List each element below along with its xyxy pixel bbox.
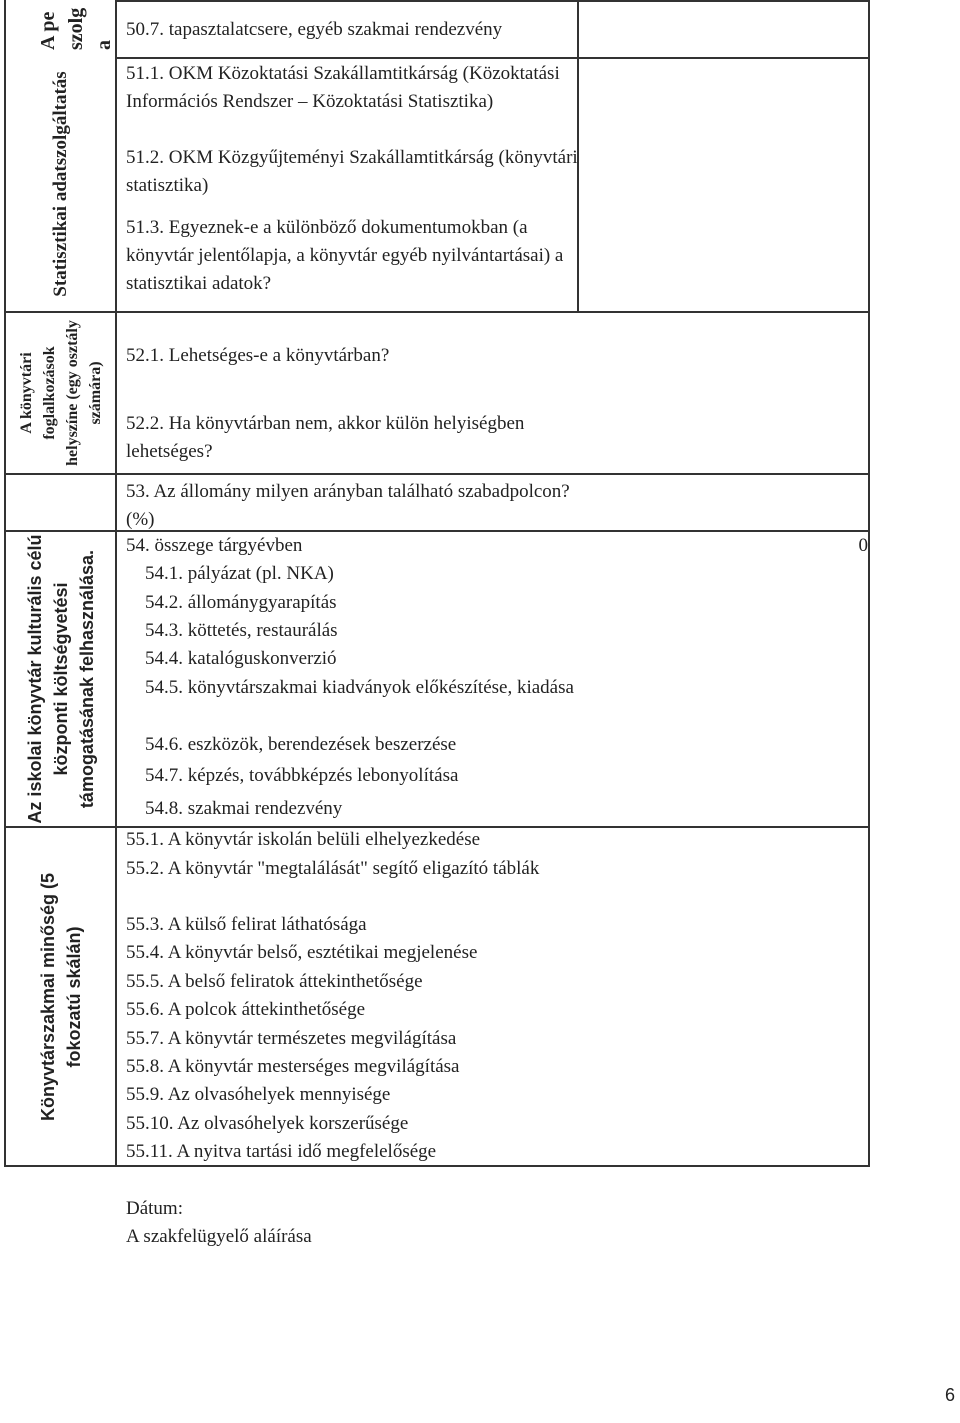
row-55-7: 55.7. A könyvtár természetes megvilágítása — [126, 1028, 457, 1049]
row-53: 53. Az állomány milyen arányban található szabadpolcon? (%) — [126, 481, 570, 530]
row-52-2: 52.2. Ha könyvtárban nem, akkor külön helyiségben lehetséges? — [126, 413, 525, 462]
row-51-3: 51.3. Egyeznek-e a különböző dokumentumokban (a könyvtár jelentőlapja, a könyvtár egyéb nyilvántartásai) a statisztikai adatok? — [126, 217, 564, 294]
category-cell-statisztikai — [6, 57, 115, 311]
category-cell-minoseg — [6, 828, 115, 1165]
row-51-1: 51.1. OKM Közoktatási Szakállamtitkárság (Közoktatási Információs Rendszer – Közoktatási Statisztika) — [126, 63, 560, 112]
category-label-partial: A pe — [37, 11, 59, 50]
date-label: Dátum: — [126, 1198, 183, 1219]
row-54-7: 54.7. képzés, továbbképzés lebonyolítása — [145, 765, 459, 786]
category-label-kulturalis: Az iskolai könyvtár kulturális célú központi költségvetési támogatásának felhasználása. — [24, 534, 97, 824]
row-55-6: 55.6. A polcok áttekinthetősége — [126, 999, 366, 1020]
row-54-1: 54.1. pályázat (pl. NKA) — [145, 563, 334, 584]
row-54-5: 54.5. könyvtárszakmai kiadványok előkészítése, kiadása — [145, 677, 574, 698]
row-54-8: 54.8. szakmai rendezvény — [145, 798, 343, 819]
row-55-2: 55.2. A könyvtár "megtalálását" segítő eligazító táblák — [126, 858, 540, 879]
row-54-4: 54.4. katalóguskonverzió — [145, 648, 337, 669]
row-55-1: 55.1. A könyvtár iskolán belüli elhelyezkedése — [126, 829, 481, 850]
row-54-3: 54.3. köttetés, restaurálás — [145, 620, 338, 641]
category-label-partial: a — [93, 40, 115, 50]
category-cell-kulturalis — [6, 532, 115, 826]
row-55-4: 55.4. A könyvtár belső, esztétikai megjelenése — [126, 942, 478, 963]
row-55-10: 55.10. Az olvasóhelyek korszerűsége — [126, 1113, 409, 1134]
category-cell-foglalkozasok — [6, 313, 115, 473]
category-label-statisztikai: Statisztikai adatszolgáltatás — [49, 71, 71, 297]
row-55-11: 55.11. A nyitva tartási idő megfelelősége — [126, 1141, 437, 1162]
page-number: 6 — [944, 1385, 955, 1405]
row-54-2: 54.2. állománygyarapítás — [145, 592, 337, 613]
category-cell-partial — [6, 0, 115, 57]
row-55-9: 55.9. Az olvasóhelyek mennyisége — [126, 1084, 391, 1105]
row-54: 54. összege tárgyévben — [126, 535, 303, 556]
row-55-8: 55.8. A könyvtár mesterséges megvilágítása — [126, 1056, 460, 1077]
section-divider — [4, 473, 870, 475]
row-54-value: 0 — [858, 535, 868, 556]
table-top-border — [115, 0, 870, 2]
row-55-5: 55.5. A belső feliratok áttekinthetősége — [126, 971, 423, 992]
row-52-1: 52.1. Lehetséges-e a könyvtárban? — [126, 345, 390, 366]
row-50-7: 50.7. tapasztalatcsere, egyéb szakmai rendezvény — [126, 19, 503, 40]
row-divider — [115, 57, 870, 59]
table-right-border — [868, 0, 870, 1166]
signature-label: A szakfelügyelő aláírása — [126, 1226, 312, 1247]
category-column-divider — [115, 0, 117, 1166]
row-54-6: 54.6. eszközök, berendezések beszerzése — [145, 734, 457, 755]
section-divider — [4, 311, 870, 313]
category-label-foglalkozasok: A könyvtári foglalkozások helyszíne (egy osztály számára) — [17, 320, 104, 466]
category-label-partial: szolg — [65, 7, 87, 50]
row-51-2: 51.2. OKM Közgyűjteményi Szakállamtitkárság (könyvtári statisztika) — [126, 147, 578, 196]
category-label-minoseg: Könyvtárszakmai minőség (5 fokozatú skálán) — [37, 872, 84, 1121]
row-55-3: 55.3. A külső felirat láthatósága — [126, 914, 367, 935]
